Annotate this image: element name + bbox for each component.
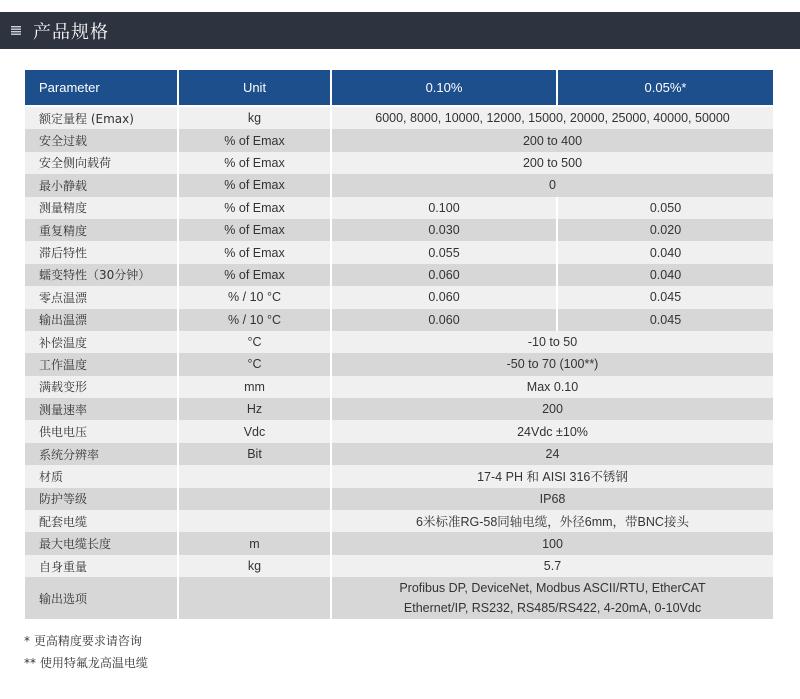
unit-cell: % of Emax <box>178 219 331 241</box>
parameter-cell: 零点温漂 <box>25 286 178 308</box>
value-cell-010: 0.060 <box>331 264 557 286</box>
parameter-cell: 重复精度 <box>25 219 178 241</box>
table-row <box>25 197 773 219</box>
unit-cell: % of Emax <box>178 174 331 196</box>
parameter-cell: 最小静载 <box>25 174 178 196</box>
parameter-cell: 测量精度 <box>25 197 178 219</box>
spec-table-body <box>25 106 773 619</box>
unit-cell <box>178 488 331 510</box>
parameter-cell: 输出选项 <box>25 577 178 619</box>
table-row <box>25 488 773 510</box>
parameter-cell: 配套电缆 <box>25 510 178 532</box>
table-row <box>25 420 773 442</box>
value-line: Ethernet/IP, RS232, RS485/RS422, 4-20mA, 0-10Vdc <box>403 601 702 616</box>
table-row <box>25 286 773 308</box>
table-row <box>25 174 773 196</box>
value-cell-merged: 6000, 8000, 10000, 12000, 15000, 20000, 25000, 40000, 50000 <box>331 106 773 129</box>
unit-cell: % of Emax <box>178 129 331 151</box>
unit-cell: % / 10 °C <box>178 286 331 308</box>
value-cell-merged: 200 to 400 <box>331 129 773 151</box>
spec-panel <box>0 49 800 615</box>
unit-cell <box>178 577 331 619</box>
footnote-1: * 更高精度要求请咨询 <box>24 634 142 648</box>
value-cell-merged: 5.7 <box>331 555 773 577</box>
unit-cell: % of Emax <box>178 152 331 174</box>
column-header-unit: Unit <box>178 70 331 106</box>
column-header-accuracy-005: 0.05%* <box>557 70 773 106</box>
unit-cell: % / 10 °C <box>178 309 331 331</box>
table-row <box>25 264 773 286</box>
table-row <box>25 219 773 241</box>
parameter-cell: 输出温漂 <box>25 309 178 331</box>
unit-cell: mm <box>178 376 331 398</box>
unit-cell: °C <box>178 331 331 353</box>
table-row <box>25 106 773 129</box>
value-cell-010: 0.100 <box>331 197 557 219</box>
unit-cell: % of Emax <box>178 264 331 286</box>
value-cell-merged: -10 to 50 <box>331 331 773 353</box>
parameter-cell: 蠕变特性（30分钟） <box>25 264 178 286</box>
table-row <box>25 309 773 331</box>
table-row <box>25 376 773 398</box>
parameter-cell: 测量速率 <box>25 398 178 420</box>
value-cell-merged: IP68 <box>331 488 773 510</box>
value-cell-merged: 17-4 PH 和 AISI 316不锈钢 <box>331 465 773 487</box>
unit-cell: % of Emax <box>178 197 331 219</box>
table-row <box>25 152 773 174</box>
parameter-cell: 供电电压 <box>25 420 178 442</box>
table-row <box>25 443 773 465</box>
unit-cell: Bit <box>178 443 331 465</box>
value-cell-merged: 24Vdc ±10% <box>331 420 773 442</box>
value-cell-005: 0.045 <box>557 309 773 331</box>
value-cell-005: 0.050 <box>557 197 773 219</box>
table-row <box>25 577 773 619</box>
column-header-parameter: Parameter <box>25 70 178 106</box>
footnote-2: ** 使用特氟龙高温电缆 <box>24 656 148 670</box>
table-header-row <box>25 70 773 106</box>
table-row <box>25 353 773 375</box>
value-cell-merged: 24 <box>331 443 773 465</box>
value-cell-merged <box>331 577 773 619</box>
table-row <box>25 532 773 554</box>
parameter-cell: 材质 <box>25 465 178 487</box>
parameter-cell: 滞后特性 <box>25 241 178 263</box>
table-row <box>25 398 773 420</box>
spec-table <box>25 70 773 619</box>
parameter-cell: 防护等级 <box>25 488 178 510</box>
unit-cell: kg <box>178 555 331 577</box>
value-cell-005: 0.040 <box>557 241 773 263</box>
parameter-cell: 系统分辨率 <box>25 443 178 465</box>
value-cell-merged: -50 to 70 (100**) <box>331 353 773 375</box>
value-cell-005: 0.040 <box>557 264 773 286</box>
unit-cell <box>178 510 331 532</box>
value-cell-merged: 200 <box>331 398 773 420</box>
value-cell-merged: 100 <box>331 532 773 554</box>
table-row <box>25 465 773 487</box>
parameter-cell: 安全侧向载荷 <box>25 152 178 174</box>
section-title: 产品规格 <box>33 21 109 43</box>
parameter-cell: 满载变形 <box>25 376 178 398</box>
unit-cell: % of Emax <box>178 241 331 263</box>
value-cell-010: 0.060 <box>331 309 557 331</box>
unit-cell: °C <box>178 353 331 375</box>
table-row <box>25 241 773 263</box>
parameter-cell: 自身重量 <box>25 555 178 577</box>
parameter-cell: 安全过载 <box>25 129 178 151</box>
table-row <box>25 129 773 151</box>
column-header-accuracy-010: 0.10% <box>331 70 557 106</box>
parameter-cell: 工作温度 <box>25 353 178 375</box>
parameter-cell: 最大电缆长度 <box>25 532 178 554</box>
table-row <box>25 510 773 532</box>
value-cell-010: 0.030 <box>331 219 557 241</box>
unit-cell <box>178 465 331 487</box>
value-cell-merged: 0 <box>331 174 773 196</box>
value-line: Profibus DP, DeviceNet, Modbus ASCII/RTU, EtherCAT <box>399 581 706 596</box>
value-cell-005: 0.020 <box>557 219 773 241</box>
value-cell-005: 0.045 <box>557 286 773 308</box>
parameter-cell: 额定量程 (Emax) <box>25 106 178 129</box>
table-row <box>25 331 773 353</box>
unit-cell: kg <box>178 106 331 129</box>
value-cell-merged: Max 0.10 <box>331 376 773 398</box>
value-cell-merged: 200 to 500 <box>331 152 773 174</box>
section-header <box>0 12 800 49</box>
value-cell-merged: 6米标准RG-58同轴电缆，外径6mm，带BNC接头 <box>331 510 773 532</box>
value-cell-010: 0.060 <box>331 286 557 308</box>
table-row <box>25 555 773 577</box>
parameter-cell: 补偿温度 <box>25 331 178 353</box>
unit-cell: m <box>178 532 331 554</box>
list-icon <box>9 24 23 38</box>
unit-cell: Vdc <box>178 420 331 442</box>
value-cell-010: 0.055 <box>331 241 557 263</box>
footnotes <box>24 630 148 674</box>
unit-cell: Hz <box>178 398 331 420</box>
